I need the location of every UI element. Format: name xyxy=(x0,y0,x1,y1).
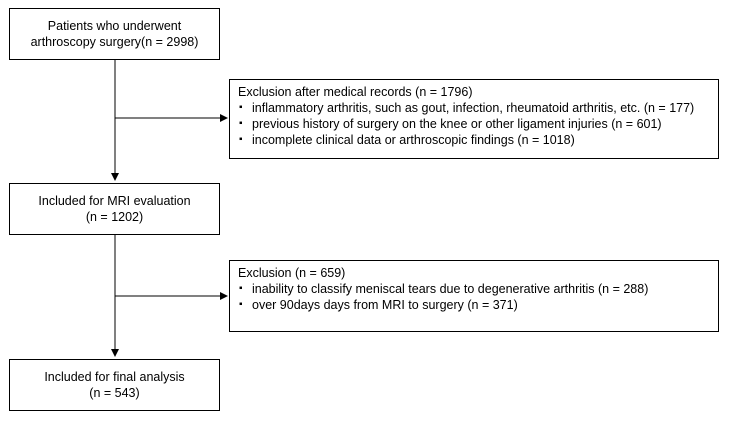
exclusion-1-item: ▪ inflammatory arthritis, such as gout, infection, rheumatoid arthritis, etc. (n = 177) xyxy=(238,100,710,116)
box-patients-line1: Patients who underwent xyxy=(47,19,182,33)
exclusion-1-item: ▪ incomplete clinical data or arthroscopic findings (n = 1018) xyxy=(238,132,710,148)
exclusion-1-item: ▪ previous history of surgery on the knee or other ligament injuries (n = 601) xyxy=(238,116,710,132)
box-final-line1: Included for final analysis xyxy=(44,370,185,384)
box-exclusion-medical-records xyxy=(229,79,719,159)
exclusion-2-item: ▪ over 90days days from MRI to surgery (n = 371) xyxy=(238,297,710,313)
box-exclusion-second xyxy=(229,260,719,332)
box-included-mri xyxy=(9,183,220,235)
exclusion-1-title: Exclusion after medical records (n = 1796) xyxy=(238,85,473,99)
box-mri-line1: Included for MRI evaluation xyxy=(38,194,191,208)
exclusion-2-list xyxy=(238,281,710,313)
box-mri-line2: (n = 1202) xyxy=(85,210,144,224)
exclusion-2-title: Exclusion (n = 659) xyxy=(238,266,346,280)
box-final-line2: (n = 543) xyxy=(89,386,140,400)
exclusion-1-list xyxy=(238,100,710,148)
box-patients-line2: arthroscopy surgery(n = 2998) xyxy=(30,35,199,49)
box-patients-arthroscopy xyxy=(9,8,220,60)
box-included-final xyxy=(9,359,220,411)
exclusion-2-item: ▪ inability to classify meniscal tears due to degenerative arthritis (n = 288) xyxy=(238,281,710,297)
